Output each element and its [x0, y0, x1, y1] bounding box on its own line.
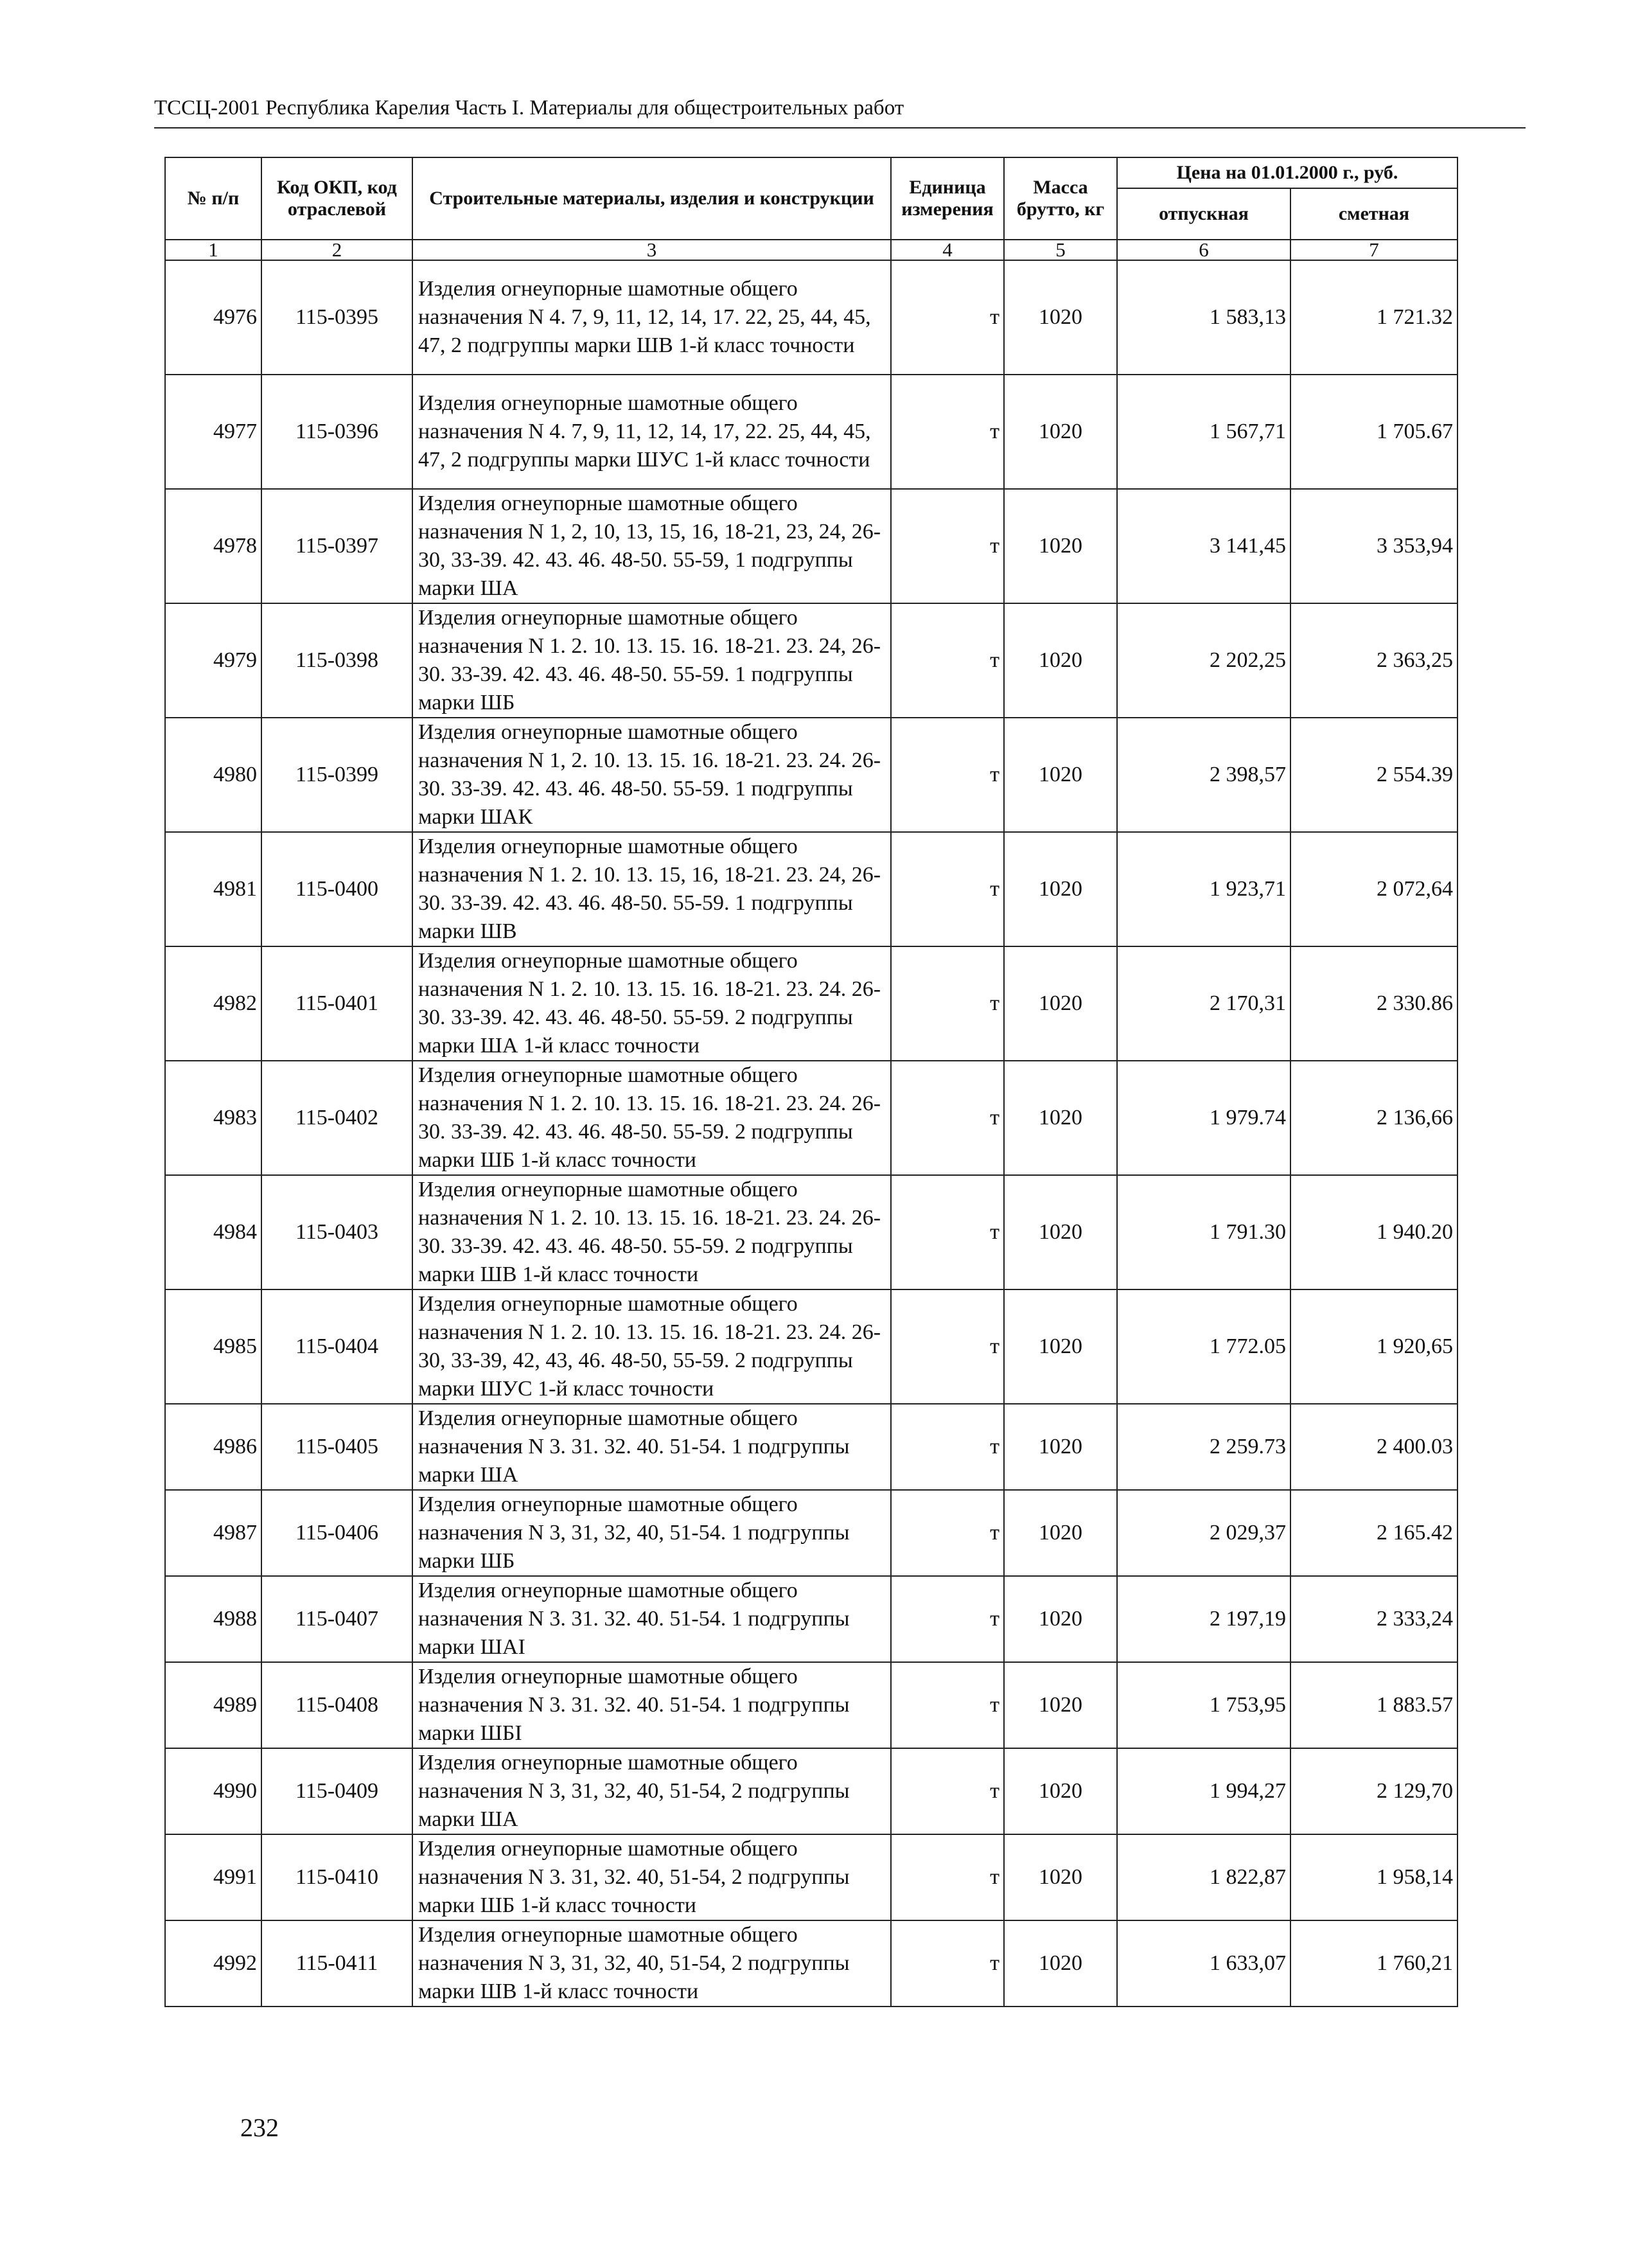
item-name: Изделия огнеупорные шамотные общего назначения N 1. 2. 10. 13. 15. 16. 18-21. 23. 24. 26-30. 33-39. 42. 43. 46. 48-50. 55-59. 2 подгруппы марки ШБ 1-й класс точности	[412, 1061, 891, 1175]
table-row	[165, 1576, 1457, 1662]
price-table	[164, 157, 1458, 2007]
item-price-estimate: 1 940.20	[1290, 1175, 1457, 1289]
item-mass: 1020	[1004, 1748, 1117, 1834]
item-price-release: 1 753,95	[1117, 1662, 1290, 1748]
item-code: 115-0401	[261, 946, 412, 1061]
item-unit: т	[891, 1175, 1004, 1289]
item-name: Изделия огнеупорные шамотные общего назначения N 4. 7, 9, 11, 12, 14, 17, 22. 25, 44, 45, 47, 2 подгруппы марки ШУС 1-й класс точности	[412, 375, 891, 489]
header-unit: Единица измерения	[891, 157, 1004, 240]
item-number: 4982	[165, 946, 261, 1061]
item-unit: т	[891, 603, 1004, 718]
item-unit: т	[891, 1834, 1004, 1920]
header-divider	[154, 127, 1526, 128]
item-unit: т	[891, 375, 1004, 489]
item-mass: 1020	[1004, 1834, 1117, 1920]
table-row	[165, 489, 1457, 603]
item-mass: 1020	[1004, 832, 1117, 946]
item-price-estimate: 2 333,24	[1290, 1576, 1457, 1662]
item-mass: 1020	[1004, 1490, 1117, 1576]
item-price-estimate: 2 330.86	[1290, 946, 1457, 1061]
item-unit: т	[891, 1289, 1004, 1404]
item-price-estimate: 2 363,25	[1290, 603, 1457, 718]
item-name: Изделия огнеупорные шамотные общего назначения N 3. 31. 32. 40. 51-54. 1 подгруппы марки ШБI	[412, 1662, 891, 1748]
item-code: 115-0400	[261, 832, 412, 946]
item-unit: т	[891, 489, 1004, 603]
item-name: Изделия огнеупорные шамотные общего назначения N 1. 2. 10. 13. 15. 16. 18-21. 23. 24, 26-30. 33-39. 42. 43. 46. 48-50. 55-59. 1 подгруппы марки ШБ	[412, 603, 891, 718]
item-number: 4984	[165, 1175, 261, 1289]
item-code: 115-0409	[261, 1748, 412, 1834]
item-price-release: 1 567,71	[1117, 375, 1290, 489]
item-number: 4976	[165, 260, 261, 375]
table-row	[165, 375, 1457, 489]
item-code: 115-0397	[261, 489, 412, 603]
header-price-estimate: сметная	[1290, 188, 1457, 240]
item-number: 4988	[165, 1576, 261, 1662]
item-price-estimate: 2 400.03	[1290, 1404, 1457, 1490]
item-price-release: 1 979.74	[1117, 1061, 1290, 1175]
item-price-estimate: 3 353,94	[1290, 489, 1457, 603]
table-row	[165, 1404, 1457, 1490]
item-price-release: 2 259.73	[1117, 1404, 1290, 1490]
item-price-release: 3 141,45	[1117, 489, 1290, 603]
item-mass: 1020	[1004, 1920, 1117, 2007]
table-row	[165, 260, 1457, 375]
item-mass: 1020	[1004, 1576, 1117, 1662]
table-row	[165, 1834, 1457, 1920]
header-num: № п/п	[165, 157, 261, 240]
item-price-estimate: 1 920,65	[1290, 1289, 1457, 1404]
item-price-estimate: 2 072,64	[1290, 832, 1457, 946]
item-mass: 1020	[1004, 1175, 1117, 1289]
item-number: 4983	[165, 1061, 261, 1175]
table-row	[165, 946, 1457, 1061]
item-unit: т	[891, 260, 1004, 375]
item-price-estimate: 2 136,66	[1290, 1061, 1457, 1175]
item-code: 115-0407	[261, 1576, 412, 1662]
item-unit: т	[891, 1404, 1004, 1490]
item-code: 115-0408	[261, 1662, 412, 1748]
item-price-release: 1 772.05	[1117, 1289, 1290, 1404]
item-name: Изделия огнеупорные шамотные общего назначения N 1, 2. 10. 13. 15. 16. 18-21. 23. 24. 26-30. 33-39. 42. 43. 46. 48-50. 55-59. 1 подгруппы марки ШАК	[412, 718, 891, 832]
item-number: 4977	[165, 375, 261, 489]
item-number: 4990	[165, 1748, 261, 1834]
table-row	[165, 1175, 1457, 1289]
item-number: 4987	[165, 1490, 261, 1576]
item-mass: 1020	[1004, 1662, 1117, 1748]
item-number: 4978	[165, 489, 261, 603]
item-price-release: 2 170,31	[1117, 946, 1290, 1061]
item-unit: т	[891, 1662, 1004, 1748]
item-name: Изделия огнеупорные шамотные общего назначения N 1. 2. 10. 13. 15, 16, 18-21. 23. 24, 26-30. 33-39. 42. 43. 46. 48-50. 55-59. 1 подгруппы марки ШВ	[412, 832, 891, 946]
column-number: 5	[1004, 240, 1117, 260]
item-unit: т	[891, 1061, 1004, 1175]
item-code: 115-0406	[261, 1490, 412, 1576]
item-price-estimate: 1 721.32	[1290, 260, 1457, 375]
item-unit: т	[891, 946, 1004, 1061]
table-row	[165, 1289, 1457, 1404]
table-row	[165, 1920, 1457, 2007]
item-price-release: 2 202,25	[1117, 603, 1290, 718]
table-row	[165, 603, 1457, 718]
table-body	[165, 260, 1457, 2007]
table-row	[165, 1748, 1457, 1834]
column-number: 2	[261, 240, 412, 260]
item-mass: 1020	[1004, 718, 1117, 832]
item-unit: т	[891, 1576, 1004, 1662]
item-price-release: 2 398,57	[1117, 718, 1290, 832]
item-mass: 1020	[1004, 603, 1117, 718]
item-name: Изделия огнеупорные шамотные общего назначения N 3. 31, 32. 40, 51-54, 2 подгруппы марки ШБ 1-й класс точности	[412, 1834, 891, 1920]
item-price-release: 1 791.30	[1117, 1175, 1290, 1289]
page-number: 232	[240, 2113, 279, 2142]
item-code: 115-0403	[261, 1175, 412, 1289]
item-price-release: 2 029,37	[1117, 1490, 1290, 1576]
item-price-release: 1 994,27	[1117, 1748, 1290, 1834]
item-mass: 1020	[1004, 375, 1117, 489]
item-unit: т	[891, 1490, 1004, 1576]
item-code: 115-0404	[261, 1289, 412, 1404]
item-code: 115-0411	[261, 1920, 412, 2007]
column-number: 6	[1117, 240, 1290, 260]
item-price-release: 1 633,07	[1117, 1920, 1290, 2007]
table-row	[165, 1061, 1457, 1175]
item-number: 4985	[165, 1289, 261, 1404]
item-name: Изделия огнеупорные шамотные общего назначения N 1, 2, 10, 13, 15, 16, 18-21, 23, 24, 26-30, 33-39. 42. 43. 46. 48-50. 55-59, 1 подгруппы марки ША	[412, 489, 891, 603]
header-code: Код ОКП, код отраслевой	[261, 157, 412, 240]
header-mass: Масса брутто, кг	[1004, 157, 1117, 240]
header-price-release: отпускная	[1117, 188, 1290, 240]
item-number: 4980	[165, 718, 261, 832]
item-price-estimate: 1 958,14	[1290, 1834, 1457, 1920]
item-mass: 1020	[1004, 1404, 1117, 1490]
item-name: Изделия огнеупорные шамотные общего назначения N 3, 31, 32, 40, 51-54, 2 подгруппы марки ШВ 1-й класс точности	[412, 1920, 891, 2007]
item-price-estimate: 1 760,21	[1290, 1920, 1457, 2007]
table-row	[165, 1662, 1457, 1748]
column-number: 4	[891, 240, 1004, 260]
item-price-estimate: 2 129,70	[1290, 1748, 1457, 1834]
table-row	[165, 1490, 1457, 1576]
item-code: 115-0395	[261, 260, 412, 375]
item-price-release: 1 923,71	[1117, 832, 1290, 946]
item-code: 115-0410	[261, 1834, 412, 1920]
item-number: 4989	[165, 1662, 261, 1748]
item-price-estimate: 2 165.42	[1290, 1490, 1457, 1576]
table-row	[165, 832, 1457, 946]
item-number: 4986	[165, 1404, 261, 1490]
column-number-row	[165, 240, 1457, 260]
item-name: Изделия огнеупорные шамотные общего назначения N 1. 2. 10. 13. 15. 16. 18-21. 23. 24. 26-30. 33-39. 42. 43. 46. 48-50. 55-59. 2 подгруппы марки ША 1-й класс точности	[412, 946, 891, 1061]
item-code: 115-0402	[261, 1061, 412, 1175]
item-unit: т	[891, 718, 1004, 832]
item-unit: т	[891, 1748, 1004, 1834]
item-mass: 1020	[1004, 1061, 1117, 1175]
item-price-release: 1 822,87	[1117, 1834, 1290, 1920]
item-number: 4979	[165, 603, 261, 718]
item-name: Изделия огнеупорные шамотные общего назначения N 3. 31. 32. 40. 51-54. 1 подгруппы марки ША	[412, 1404, 891, 1490]
header-name: Строительные материалы, изделия и конструкции	[412, 157, 891, 240]
item-price-estimate: 1 883.57	[1290, 1662, 1457, 1748]
item-price-estimate: 2 554.39	[1290, 718, 1457, 832]
column-number: 7	[1290, 240, 1457, 260]
item-number: 4981	[165, 832, 261, 946]
item-name: Изделия огнеупорные шамотные общего назначения N 3, 31, 32, 40, 51-54. 1 подгруппы марки ШБ	[412, 1490, 891, 1576]
item-unit: т	[891, 832, 1004, 946]
item-code: 115-0399	[261, 718, 412, 832]
item-code: 115-0396	[261, 375, 412, 489]
item-code: 115-0398	[261, 603, 412, 718]
running-header: ТССЦ-2001 Республика Карелия Часть I. Материалы для общестроительных работ	[154, 96, 904, 120]
item-name: Изделия огнеупорные шамотные общего назначения N 1. 2. 10. 13. 15. 16. 18-21. 23. 24. 26-30, 33-39, 42, 43, 46. 48-50, 55-59. 2 подгруппы марки ШУС 1-й класс точности	[412, 1289, 891, 1404]
table-row	[165, 718, 1457, 832]
column-number: 1	[165, 240, 261, 260]
item-name: Изделия огнеупорные шамотные общего назначения N 1. 2. 10. 13. 15. 16. 18-21. 23. 24. 26-30. 33-39. 42. 43. 46. 48-50. 55-59. 2 подгруппы марки ШВ 1-й класс точности	[412, 1175, 891, 1289]
item-number: 4992	[165, 1920, 261, 2007]
item-name: Изделия огнеупорные шамотные общего назначения N 3. 31. 32. 40. 51-54. 1 подгруппы марки ШАI	[412, 1576, 891, 1662]
item-name: Изделия огнеупорные шамотные общего назначения N 4. 7, 9, 11, 12, 14, 17. 22, 25, 44, 45, 47, 2 подгруппы марки ШВ 1-й класс точности	[412, 260, 891, 375]
item-price-release: 1 583,13	[1117, 260, 1290, 375]
header-price-group: Цена на 01.01.2000 г., руб.	[1117, 157, 1457, 188]
item-code: 115-0405	[261, 1404, 412, 1490]
item-unit: т	[891, 1920, 1004, 2007]
item-number: 4991	[165, 1834, 261, 1920]
item-price-estimate: 1 705.67	[1290, 375, 1457, 489]
item-mass: 1020	[1004, 489, 1117, 603]
item-mass: 1020	[1004, 946, 1117, 1061]
item-mass: 1020	[1004, 260, 1117, 375]
item-mass: 1020	[1004, 1289, 1117, 1404]
column-number: 3	[412, 240, 891, 260]
item-name: Изделия огнеупорные шамотные общего назначения N 3, 31, 32, 40, 51-54, 2 подгруппы марки ША	[412, 1748, 891, 1834]
item-price-release: 2 197,19	[1117, 1576, 1290, 1662]
